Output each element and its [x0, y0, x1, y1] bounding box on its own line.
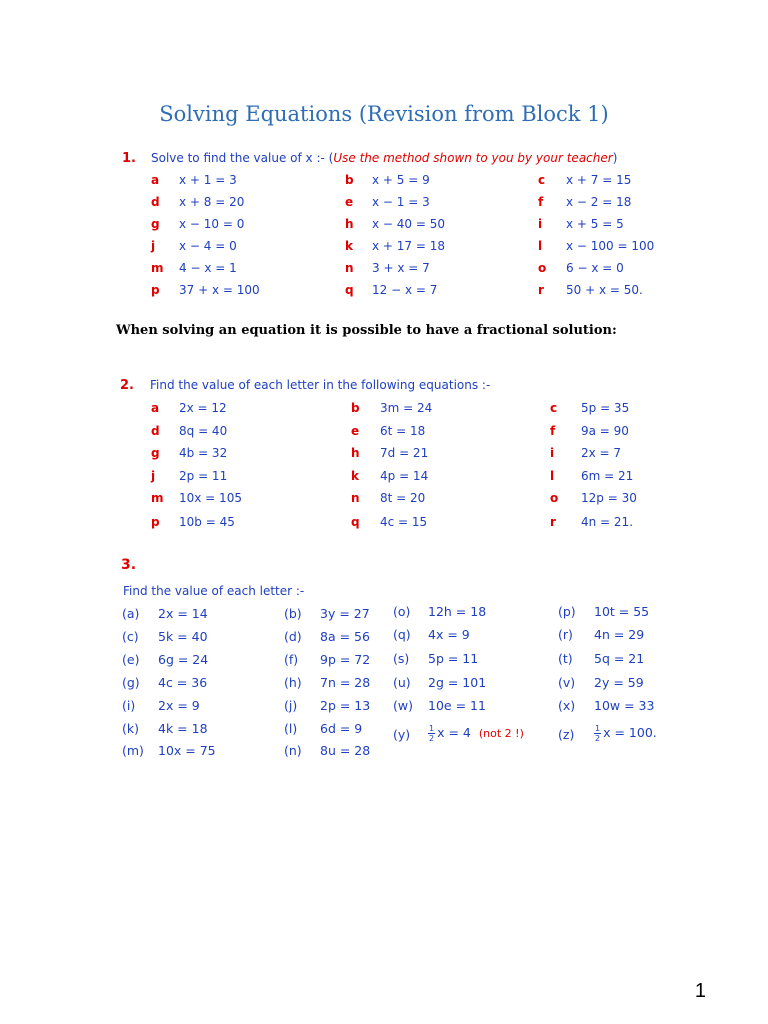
q3-item-equation: 5q = 21 — [594, 651, 645, 666]
q3-item-equation: 6d = 9 — [320, 721, 363, 736]
q1-item-equation: 50 + x = 50. — [566, 283, 643, 297]
q2-item-letter: m — [151, 491, 164, 505]
fraction-denominator: 2 — [595, 734, 601, 743]
q2-item-letter: l — [550, 469, 555, 483]
q1-item-letter: c — [538, 173, 546, 187]
q3-item-label: (d) — [284, 629, 302, 644]
q1-item-letter: p — [151, 283, 160, 297]
q2-item-letter: j — [151, 469, 156, 483]
q3-eq-y — [428, 724, 524, 743]
q1-item-equation: x − 4 = 0 — [179, 239, 237, 253]
q2-item-letter: b — [351, 401, 360, 415]
q1-item-equation: 37 + x = 100 — [179, 283, 260, 297]
q3-item-label: (o) — [393, 604, 411, 619]
q3-eq-z — [594, 724, 657, 743]
q3-item-label: (j) — [284, 698, 298, 713]
fraction-denominator: 2 — [429, 734, 435, 743]
q2-item-letter: h — [351, 446, 360, 460]
q1-item-equation: 4 − x = 1 — [179, 261, 237, 275]
q3-item-equation: 2y = 59 — [594, 675, 644, 690]
q3-item-label: (h) — [284, 675, 302, 690]
q3-label-z: (z) — [558, 727, 575, 742]
q3-item-label: (e) — [122, 652, 140, 667]
q3-item-label: (i) — [122, 698, 136, 713]
q3-item-label: (r) — [558, 627, 573, 642]
q2-item-letter: n — [351, 491, 360, 505]
half-fraction — [428, 724, 435, 743]
q2-item-equation: 4b = 32 — [179, 446, 228, 460]
q2-number: 2. — [120, 378, 134, 393]
q2-item-equation: 10b = 45 — [179, 515, 235, 529]
q3-instruction: Find the value of each letter :- — [123, 584, 305, 598]
q1-item-equation: 3 + x = 7 — [372, 261, 430, 275]
q1-instruction-text: Solve to find the value of x :- — [151, 151, 325, 165]
q1-item-equation: x − 2 = 18 — [566, 195, 632, 209]
q1-item-letter: g — [151, 217, 160, 231]
q1-item-equation: x − 100 = 100 — [566, 239, 655, 253]
q2-item-equation: 9a = 90 — [581, 424, 629, 438]
q3-item-equation: 2g = 101 — [428, 675, 487, 690]
q3-eq-z-text: x = 100. — [603, 725, 657, 740]
q1-item-equation: x − 10 = 0 — [179, 217, 245, 231]
q3-item-equation: 8a = 56 — [320, 629, 370, 644]
q3-item-label: (b) — [284, 606, 302, 621]
q2-instruction: Find the value of each letter in the following equations :- — [150, 378, 491, 392]
page-title: Solving Equations (Revision from Block 1) — [159, 102, 609, 126]
q2-item-letter: g — [151, 446, 160, 460]
fraction-numerator: 1 — [429, 724, 435, 733]
q3-item-equation: 10t = 55 — [594, 604, 650, 619]
q3-item-equation: 10x = 75 — [158, 743, 216, 758]
q3-item-equation: 2p = 13 — [320, 698, 371, 713]
q3-item-label: (p) — [558, 604, 576, 619]
q1-item-letter: m — [151, 261, 164, 275]
q3-item-equation: 4c = 36 — [158, 675, 208, 690]
q1-instruction — [151, 151, 617, 165]
q1-item-letter: b — [345, 173, 354, 187]
q3-item-equation: 9p = 72 — [320, 652, 371, 667]
q2-item-letter: d — [151, 424, 160, 438]
q3-number: 3. — [121, 557, 137, 573]
q3-label-y: (y) — [393, 727, 411, 742]
q3-item-equation: 4x = 9 — [428, 627, 470, 642]
q3-item-label: (a) — [122, 606, 140, 621]
q3-item-label: (m) — [122, 743, 144, 758]
q1-item-equation: x + 5 = 9 — [372, 173, 430, 187]
q1-item-equation: x + 1 = 3 — [179, 173, 237, 187]
q3-item-equation: 6g = 24 — [158, 652, 209, 667]
q2-item-letter: i — [550, 446, 555, 460]
q1-item-letter: q — [345, 283, 354, 297]
q1-item-letter: r — [538, 283, 544, 297]
q2-item-equation: 6m = 21 — [581, 469, 634, 483]
q2-item-letter: k — [351, 469, 359, 483]
q3-item-equation: 10w = 33 — [594, 698, 655, 713]
q2-item-letter: a — [151, 401, 160, 415]
q3-item-equation: 12h = 18 — [428, 604, 487, 619]
q1-item-letter: i — [538, 217, 543, 231]
q3-eq-y-text: x = 4 — [437, 725, 471, 740]
page-number: 1 — [694, 980, 706, 1002]
q2-item-equation: 3m = 24 — [380, 401, 433, 415]
q1-item-equation: x − 40 = 50 — [372, 217, 446, 231]
q3-item-label: (s) — [393, 651, 410, 666]
q1-paren-close: ) — [612, 151, 618, 165]
q2-item-equation: 6t = 18 — [380, 424, 426, 438]
q2-item-equation: 4n = 21. — [581, 515, 634, 529]
q2-item-letter: e — [351, 424, 360, 438]
q1-item-letter: h — [345, 217, 354, 231]
q3-item-label: (u) — [393, 675, 411, 690]
half-fraction — [594, 724, 601, 743]
q1-item-letter: j — [151, 239, 156, 253]
q3-item-equation: 10e = 11 — [428, 698, 486, 713]
q2-item-equation: 4p = 14 — [380, 469, 429, 483]
q3-item-label: (w) — [393, 698, 413, 713]
q1-item-equation: x + 5 = 5 — [566, 217, 624, 231]
q2-item-letter: q — [351, 515, 360, 529]
q2-item-equation: 2x = 7 — [581, 446, 622, 460]
q1-item-letter: e — [345, 195, 354, 209]
q3-item-label: (x) — [558, 698, 576, 713]
q3-item-label: (g) — [122, 675, 140, 690]
q3-item-equation: 4k = 18 — [158, 721, 208, 736]
q2-item-equation: 7d = 21 — [380, 446, 429, 460]
q3-item-label: (l) — [284, 721, 298, 736]
q3-item-label: (k) — [122, 721, 139, 736]
q3-item-label: (n) — [284, 743, 302, 758]
q3-item-equation: 2x = 9 — [158, 698, 200, 713]
q3-item-label: (q) — [393, 627, 411, 642]
q2-item-letter: f — [550, 424, 556, 438]
fraction-numerator: 1 — [595, 724, 601, 733]
q2-item-equation: 4c = 15 — [380, 515, 428, 529]
q1-item-equation: x + 8 = 20 — [179, 195, 245, 209]
q2-item-equation: 10x = 105 — [179, 491, 242, 505]
q3-item-equation: 8u = 28 — [320, 743, 371, 758]
q2-item-letter: o — [550, 491, 559, 505]
q2-item-letter: p — [151, 515, 160, 529]
q2-item-letter: r — [550, 515, 556, 529]
q2-item-equation: 2x = 12 — [179, 401, 227, 415]
q1-item-letter: l — [538, 239, 543, 253]
q3-item-equation: 5k = 40 — [158, 629, 208, 644]
q3-item-label: (v) — [558, 675, 576, 690]
q1-hint: Use the method shown to you by your teacher — [333, 151, 613, 165]
q3-note-not-two: (not 2 !) — [478, 727, 524, 740]
q1-item-letter: n — [345, 261, 354, 275]
q1-item-letter: d — [151, 195, 160, 209]
q1-item-letter: f — [538, 195, 544, 209]
q1-item-letter: a — [151, 173, 160, 187]
q2-item-equation: 8q = 40 — [179, 424, 228, 438]
q3-item-label: (c) — [122, 629, 139, 644]
q3-item-label: (t) — [558, 651, 573, 666]
q1-item-equation: x + 17 = 18 — [372, 239, 446, 253]
q1-item-letter: o — [538, 261, 547, 275]
fraction-note: When solving an equation it is possible to have a fractional solution: — [116, 323, 617, 338]
q3-item-equation: 3y = 27 — [320, 606, 370, 621]
q3-item-equation: 5p = 11 — [428, 651, 479, 666]
q1-item-equation: x − 1 = 3 — [372, 195, 430, 209]
q2-item-equation: 5p = 35 — [581, 401, 630, 415]
q1-item-equation: x + 7 = 15 — [566, 173, 632, 187]
q2-item-equation: 12p = 30 — [581, 491, 637, 505]
q1-item-letter: k — [345, 239, 353, 253]
q3-item-equation: 4n = 29 — [594, 627, 645, 642]
q1-item-equation: 12 − x = 7 — [372, 283, 438, 297]
q2-item-letter: c — [550, 401, 558, 415]
q2-item-equation: 2p = 11 — [179, 469, 228, 483]
q3-item-equation: 7n = 28 — [320, 675, 371, 690]
q1-item-equation: 6 − x = 0 — [566, 261, 624, 275]
q3-item-equation: 2x = 14 — [158, 606, 208, 621]
q3-item-label: (f) — [284, 652, 299, 667]
q1-paren-open: ( — [328, 151, 334, 165]
q1-number: 1. — [122, 151, 136, 166]
q2-item-equation: 8t = 20 — [380, 491, 426, 505]
